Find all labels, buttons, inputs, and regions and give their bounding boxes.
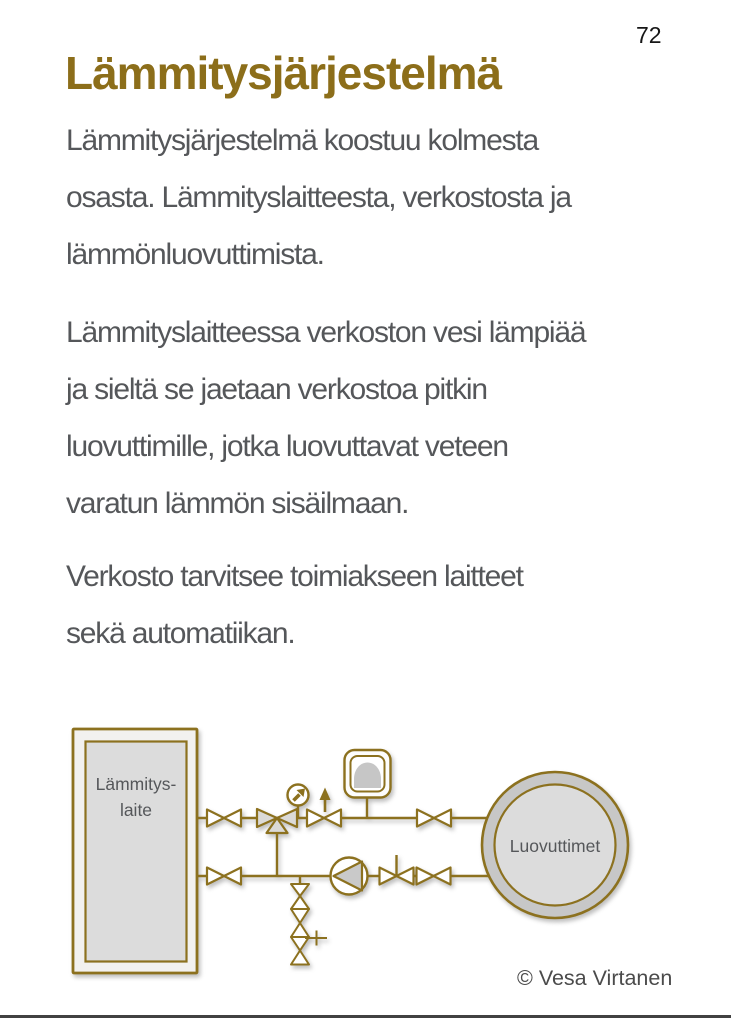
text-line: Verkosto tarvitsee toimiakseen laitteet — [66, 560, 523, 593]
emitters-circle — [482, 772, 628, 918]
pressure-gauge-icon — [288, 785, 309, 806]
heater-label-line1: Lämmitys- — [95, 774, 177, 794]
shutoff-valve-icon — [207, 810, 241, 827]
text-line: sekä automatiikan. — [66, 617, 295, 650]
three-way-valve-icon — [257, 809, 297, 833]
expansion-vessel-icon — [345, 750, 391, 798]
heater-box — [73, 729, 197, 973]
text-line: varatun lämmön sisäilmaan. — [66, 487, 409, 520]
shutoff-valve-icon — [417, 810, 451, 827]
emitters-label: Luovuttimet — [509, 836, 601, 856]
text-line: Lämmitysjärjestelmä koostuu kolmesta — [66, 124, 538, 157]
shutoff-valve-icon — [207, 868, 241, 885]
heater-label-line2: laite — [119, 800, 153, 820]
text-line: ja sieltä se jaetaan verkostoa pitkin — [66, 373, 487, 406]
text-line: Lämmityslaitteessa verkoston vesi lämpiää — [66, 316, 586, 349]
copyright: © Vesa Virtanen — [517, 966, 673, 990]
page-number: 72 — [636, 22, 662, 48]
flow-direction-arrow-icon — [320, 788, 331, 813]
page-title: Lämmitysjärjestelmä — [65, 47, 502, 99]
text-line: lämmönluovuttimista. — [66, 238, 324, 271]
shutoff-valve-icon — [417, 868, 451, 885]
text-line: luovuttimille, jotka luovuttavat veteen — [66, 430, 508, 463]
page-bottom-border — [0, 1015, 731, 1018]
shutoff-valve-icon — [307, 810, 341, 827]
text-line: osasta. Lämmityslaitteesta, verkostosta ja — [66, 181, 571, 214]
drain-valve-group-icon — [291, 884, 327, 965]
circulation-pump-icon — [331, 858, 368, 895]
